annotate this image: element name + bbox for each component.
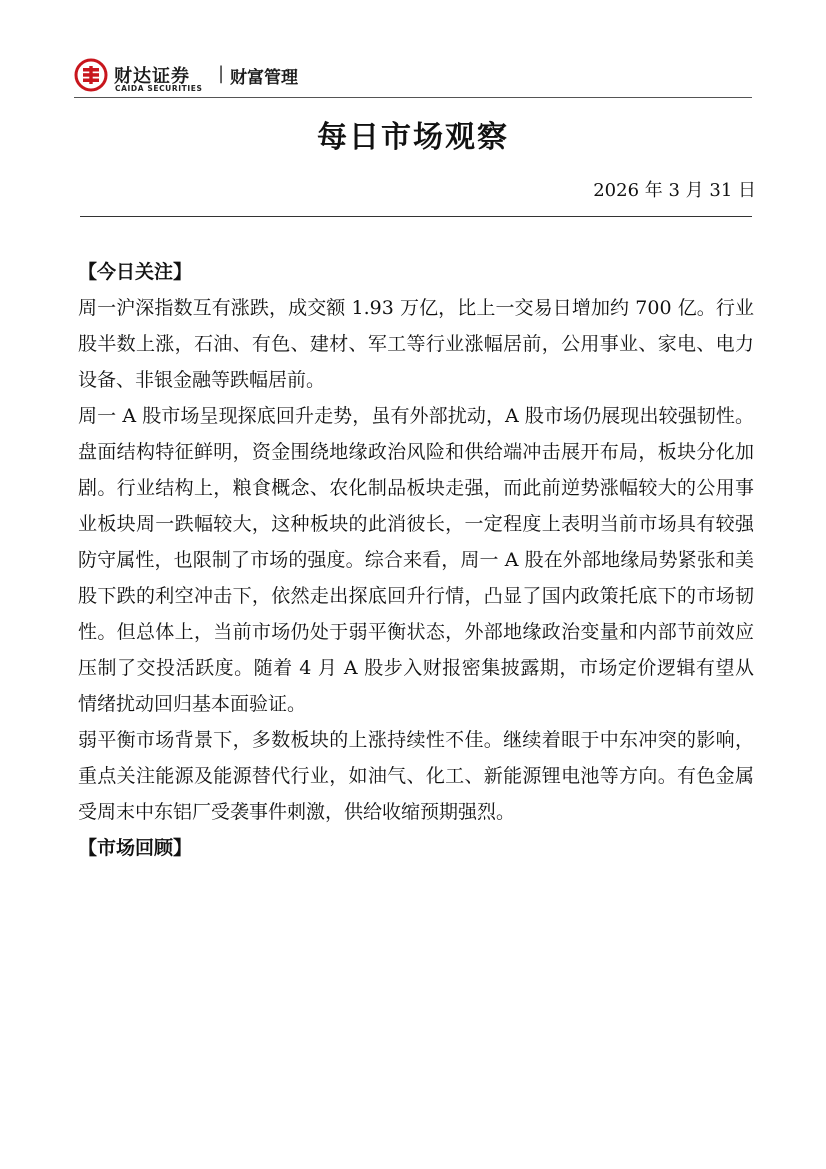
- focus-paragraph-3: 弱平衡市场背景下，多数板块的上涨持续性不佳。继续着眼于中东冲突的影响，重点关注能源及能源替代行业，如油气、化工、新能源锂电池等方向。有色金属受周末中东铝厂受袭事件刺激，供给收缩预期强烈。: [78, 729, 754, 823]
- page-title: 每日市场观察: [317, 120, 509, 155]
- report-date: 2026 年 3 月 31 日: [593, 180, 756, 201]
- header-subtitle: 财富管理: [230, 68, 298, 88]
- section-heading-focus: 【今日关注】: [78, 261, 193, 283]
- date-divider: [80, 216, 752, 217]
- report-body: [78, 254, 754, 866]
- focus-paragraph-2: 周一 A 股市场呈现探底回升走势，虽有外部扰动，A 股市场仍展现出较强韧性。盘面结构特征鲜明，资金围绕地缘政治风险和供给端冲击展开布局，板块分化加剧。行业结构上，粮食概念、农化制品板块走强，而此前逆势涨幅较大的公用事业板块周一跌幅较大，这种板块的此消彼长，一定程度上表明当前市场具有较强防守属性，也限制了市场的强度。综合来看，周一 A 股在外部地缘局势紧张和美股下跌的利空冲击下，依然走出探底回升行情，凸显了国内政策托底下的市场韧性。但总体上，当前市场仍处于弱平衡状态，外部地缘政治变量和内部节前效应压制了交投活跃度。随着 4 月 A 股步入财报密集披露期，市场定价逻辑有望从情绪扰动回归基本面验证。: [78, 405, 754, 715]
- header-separator: |: [218, 63, 225, 84]
- logo-text-en: CAIDA SECURITIES: [115, 84, 203, 93]
- logo-text-cn: 财达证券: [114, 66, 190, 87]
- section-heading-review: 【市场回顾】: [78, 837, 193, 859]
- header-divider: [74, 97, 752, 98]
- focus-paragraph-1: 周一沪深指数互有涨跌，成交额 1.93 万亿，比上一交易日增加约 700 亿。行业股半数上涨，石油、有色、建材、军工等行业涨幅居前，公用事业、家电、电力设备、非银金融等跌幅居前。: [78, 297, 754, 391]
- caida-logo-icon: [74, 58, 108, 92]
- page-header: [74, 58, 752, 98]
